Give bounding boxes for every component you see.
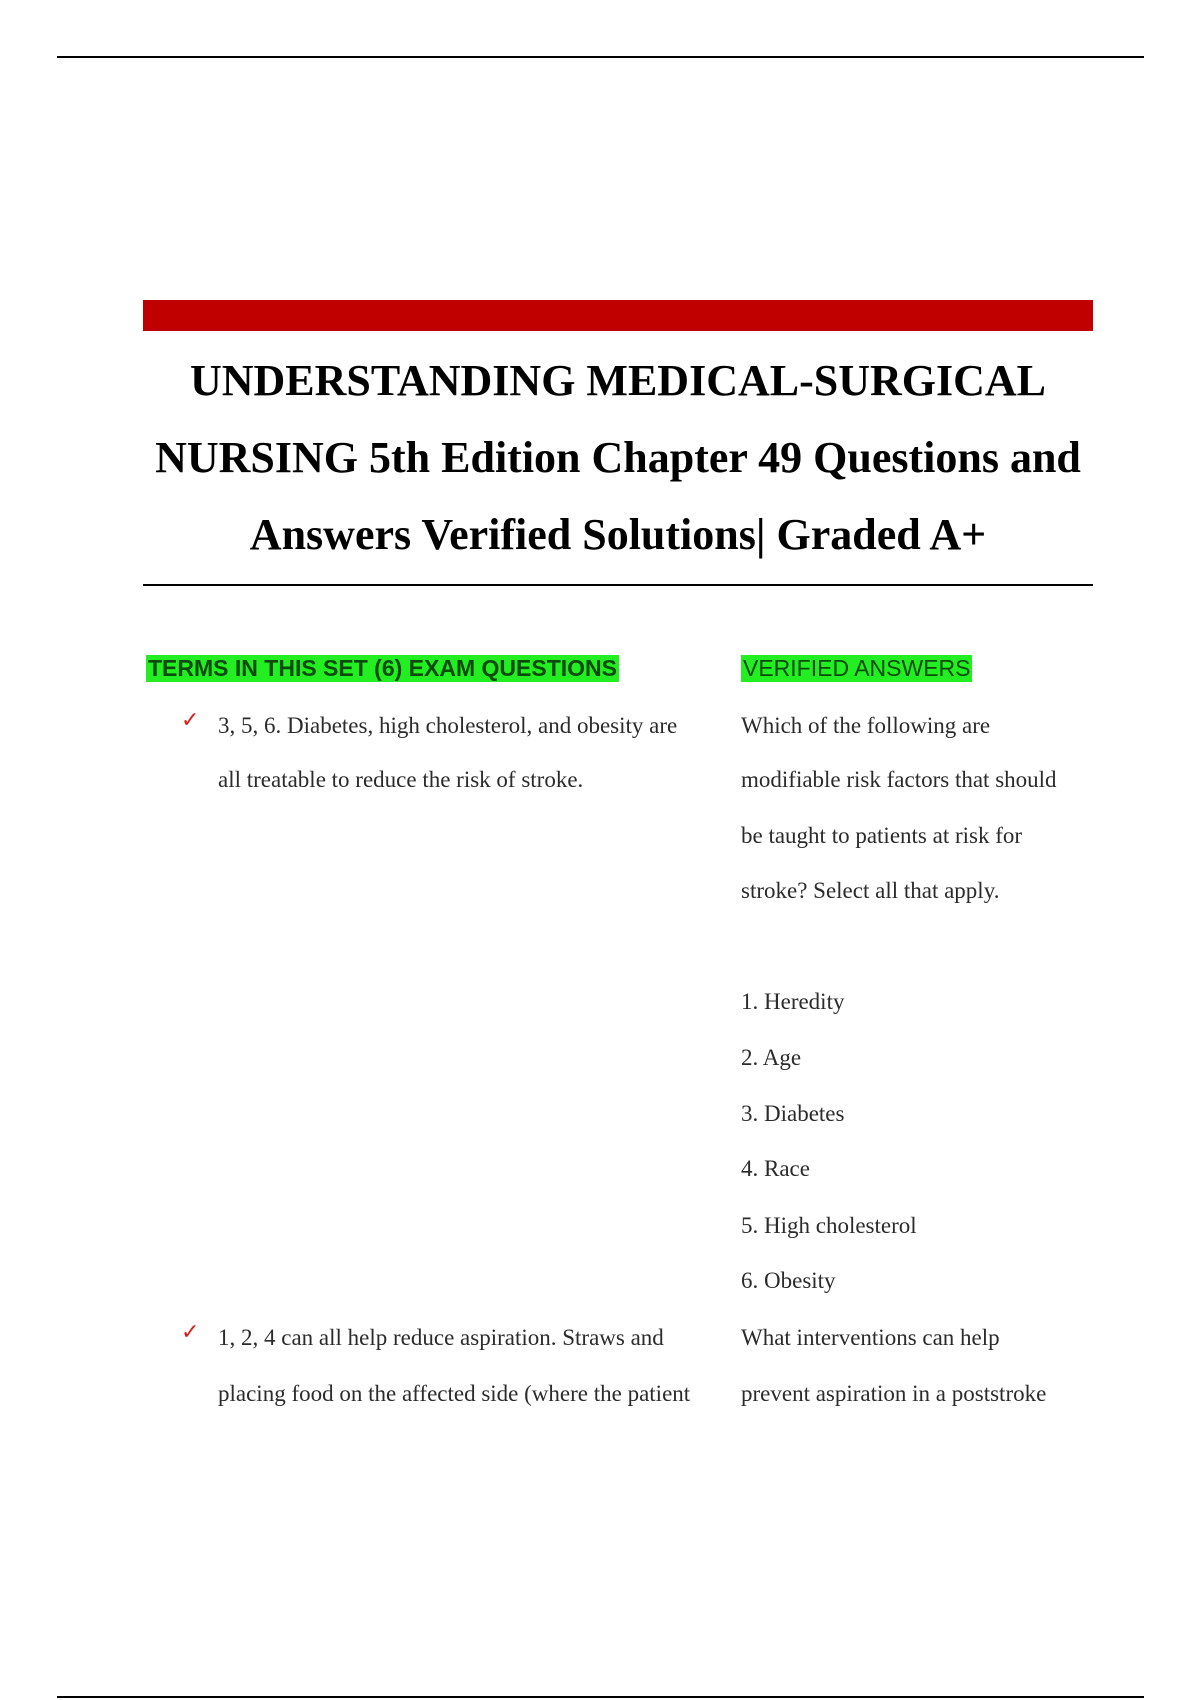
option-line: 3. Diabetes [741,1101,845,1126]
check-icon: ✓ [181,708,200,733]
answer-line: placing food on the affected side (where the patient [218,1381,691,1406]
answer-line: all treatable to reduce the risk of stroke. [218,767,584,792]
option-line: 5. High cholesterol [741,1213,917,1238]
title-line: NURSING 5th Edition Chapter 49 Questions and [155,433,1081,482]
question-line: stroke? Select all that apply. [741,878,1000,903]
option-line: 2. Age [741,1045,802,1070]
terms-header: TERMS IN THIS SET (6) EXAM QUESTIONS [148,655,617,681]
title-line: UNDERSTANDING MEDICAL-SURGICAL [189,356,1047,405]
question-line: prevent aspiration in a poststroke [741,1381,1047,1406]
question-line: modifiable risk factors that should [741,767,1057,792]
question-line: be taught to patients at risk for [741,823,1023,848]
answer-line: 1, 2, 4 can all help reduce aspiration. Straws and [218,1325,664,1350]
question-line: Which of the following are [741,713,991,738]
title-line: Answers Verified Solutions| Graded A+ [249,510,987,559]
document-title [143,342,1093,573]
option-line: 1. Heredity [741,989,845,1014]
title-red-bar [143,300,1093,331]
question-line: What interventions can help [741,1325,1000,1350]
option-line: 4. Race [741,1156,810,1181]
page-top-rule [57,56,1144,58]
check-icon: ✓ [181,1320,200,1345]
option-line: 6. Obesity [741,1268,836,1293]
answers-header: VERIFIED ANSWERS [743,655,971,681]
title-underline-rule [143,584,1093,586]
answer-line: 3, 5, 6. Diabetes, high cholesterol, and obesity are [218,713,678,738]
page-bottom-rule [57,1696,1144,1698]
